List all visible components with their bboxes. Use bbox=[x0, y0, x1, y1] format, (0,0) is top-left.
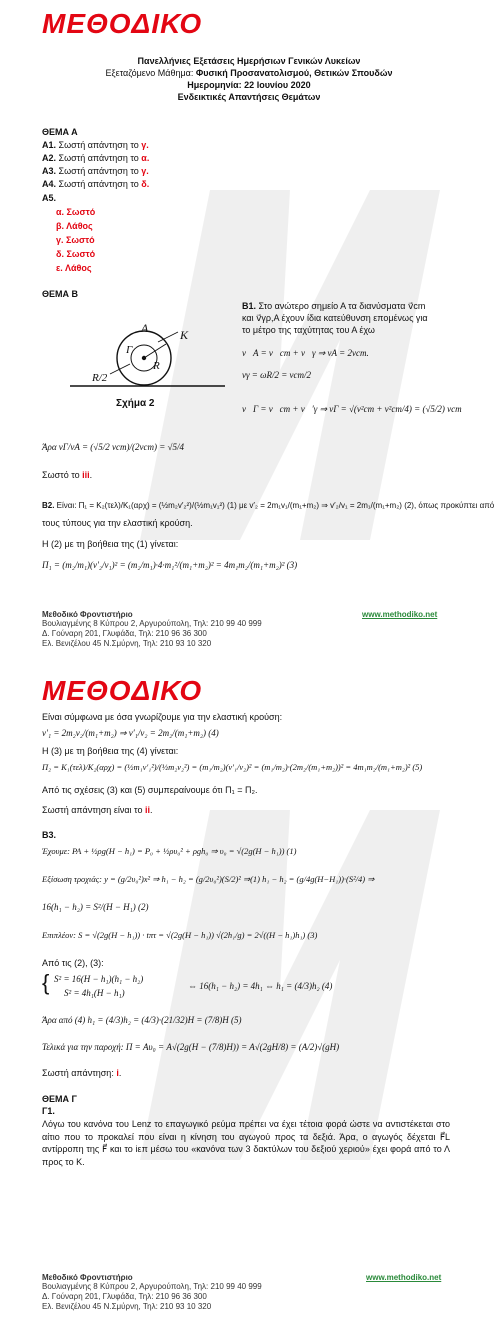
g1-paragraph: Λόγω του κανόνα του Lenz το επαγωγικό ρεύμα πρέπει να έχει τέτοια φορά ώστε να αντιστέκεται στο αίτιο που το προκαλεί που είναι η κίνηση του αγωγού προς τα δεξιά. Άρα, ο αγωγός δέχεται F⃗L αντίρροπη της F⃗ και το iεπ μέσω του «κανόνα των 3 δακτύλων του δεξιού χεριού» έχει φορά από το Λ προς το Κ. bbox=[42, 1119, 450, 1167]
p2-line2: Η (3) με τη βοήθεια της (4) γίνεται: bbox=[42, 746, 179, 756]
footer-website-link[interactable]: www.methodiko.net bbox=[366, 1273, 442, 1282]
theme-b-title: ΘΕΜΑ Β bbox=[42, 289, 78, 299]
methodiko-logo: ΜΕΘΟΔΙΚΟ bbox=[42, 675, 203, 706]
header-date: Ημερομηνία: 22 Ιουνίου 2020 bbox=[187, 80, 311, 90]
eq-ratio: Άρα vΓ/vA = (√5/2 vcm)/(2vcm) = √5/4 bbox=[42, 442, 184, 452]
g1-label: Γ1. bbox=[42, 1106, 55, 1116]
b1-line3: το μέτρο της ταχύτητας του Α έχω bbox=[242, 325, 375, 335]
b2-answer: Σωστή απάντηση είναι το ii. bbox=[42, 805, 153, 815]
a5-item: ε. Λάθος bbox=[56, 263, 92, 273]
theme-a-title: ΘΕΜΑ Α bbox=[42, 127, 78, 137]
eq-system-result: ⇔ 16(h₁ − h₂) = 4h₁ ⇔ h₁ = (4/3)h₂ (4) bbox=[188, 981, 333, 991]
header-title: Πανελλήνιες Εξετάσεις Ημερήσιων Γενικών Λυκείων bbox=[137, 56, 361, 66]
p2-line1: Είναι σύμφωνα με όσα γνωρίζουμε για την ελαστική κρούση: bbox=[42, 712, 283, 722]
header-subject: Εξεταζόμενο Μάθημα: Φυσική Προσανατολισμού, Θετικών Σπουδών bbox=[105, 68, 393, 78]
eq-trajectory: Εξίσωση τροχιάς: y = (g/2υ₀²)x² ⇒ h₁ − h₂ = (g/2υ₀²)(S/2)² ⇒(1) h₁ − h₂ = (g/4g(H−H₁))·(S²/4) ⇒ bbox=[42, 874, 375, 884]
eq-system-2: S² = 4h₁(H − h₁) bbox=[64, 988, 125, 998]
eq-p1: Π₁ = (m₂/m₁)(v′₂/v₁)² = (m₂/m₁)·4·m₁²/(m₁+m₂)² = 4m₁m₂/(m₁+m₂)² (3) bbox=[42, 560, 298, 570]
b2-line1: Β2. Είναι: Π₁ = K₂(τελ)/K₁(αρχ) = (½m₂v′₂²)/(½m₁v₁²) (1) με v′₂ = 2m₁v₁/(m₁+m₂) ⇒ v′₂/v₁ = 2m₁/(m₁+m₂) (2), όπως προκύπτει από bbox=[42, 501, 495, 510]
figure-label-r2: R/2 bbox=[92, 372, 108, 384]
system-brace: { bbox=[42, 970, 50, 995]
eq-v1: v′₁ = 2m₂v₂/(m₁+m₂) ⇒ v′₁/v₂ = 2m₂/(m₁+m₂) (4) bbox=[42, 728, 219, 738]
b2-line3: Η (2) με τη βοήθεια της (1) γίνεται: bbox=[42, 539, 179, 549]
figure-label-a: A bbox=[141, 321, 149, 335]
b2-line2: τους τύπους για την ελαστική κρούση. bbox=[42, 518, 193, 528]
figure-label-gamma: Γ bbox=[126, 344, 133, 356]
eq-system-1: S² = 16(H − h₁)(h₁ − h₂) bbox=[54, 974, 144, 984]
b1-line1: Β1. Στο ανώτερο σημείο Α τα διανύσματα v⃗cm bbox=[242, 301, 426, 311]
theme-g-title: ΘΕΜΑ Γ bbox=[42, 1094, 77, 1104]
footer-address: Ελ. Βενιζέλου 45 Ν.Σμύρνη, Τηλ: 210 93 10 320 bbox=[42, 639, 212, 648]
header-answers: Ενδεικτικές Απαντήσεις Θεμάτων bbox=[177, 92, 321, 102]
p2-line3: Από τις σχέσεις (3) και (5) συμπεραίνουμε ότι Π₁ = Π₂. bbox=[42, 785, 258, 795]
b1-line2: και v⃗γρ,Α έχουν ίδια κατεύθυνση επομένως για bbox=[242, 313, 428, 323]
footer-website-link[interactable]: www.methodiko.net bbox=[362, 610, 438, 619]
footer-address: Ελ. Βενιζέλου 45 Ν.Σμύρνη, Τηλ: 210 93 10 320 bbox=[42, 1302, 212, 1311]
a5-item: γ. Σωστό bbox=[56, 235, 95, 245]
eq-flow: Τελικά για την παροχή: Π = Aυ₀ = A√(2g(H − (7/8)H)) = A√(2gH/8) = (A/2)√(gH) bbox=[42, 1042, 340, 1052]
p2-from-2-3: Από τις (2), (3): bbox=[42, 958, 104, 968]
b1-answer: Σωστό το iii. bbox=[42, 470, 93, 480]
eq-5: Άρα από (4) h₁ = (4/3)h₂ = (4/3)·(21/32)H = (7/8)H (5) bbox=[42, 1015, 242, 1025]
answer-a2: Α2. Σωστή απάντηση το α. bbox=[42, 153, 150, 163]
a5-item: α. Σωστό bbox=[56, 207, 96, 217]
b3-label: Β3. bbox=[42, 830, 57, 840]
figure-caption: Σχήμα 2 bbox=[116, 398, 155, 409]
eq-3: Επιπλέον: S = √(2g(H − h₁)) · tπτ = √(2g(H − h₁)) √(2h₁/g) = 2√((H − h₁)h₁) (3) bbox=[42, 930, 318, 940]
eq-vg: vγ = ωR/2 = vcm/2 bbox=[242, 370, 312, 380]
methodiko-logo: ΜΕΘΟΔΙΚΟ bbox=[42, 8, 203, 39]
answer-a5-label: Α5. bbox=[42, 193, 57, 203]
eq-p2: Π₂ = K₁(τελ)/K₂(αρχ) = (½m₁v′₁²)/(½m₂v₂²) = (m₁/m₂)(v′₁/v₂)² = (m₁/m₂)·(2m₂/(m₁+m₂))² = 4m₁m₂/(m₁+m₂)² (5) bbox=[42, 762, 423, 772]
footer-address: Βουλιαγμένης 8 Κύπρου 2, Αργυρούπολη, Τηλ: 210 99 40 999 bbox=[42, 1282, 262, 1291]
footer-address: Βουλιαγμένης 8 Κύπρου 2, Αργυρούπολη, Τηλ: 210 99 40 999 bbox=[42, 619, 262, 628]
figure-label-k: K bbox=[180, 328, 189, 342]
footer-address: Δ. Γούναρη 201, Γλυφάδα, Τηλ: 210 96 36 300 bbox=[42, 629, 207, 638]
eq-2: 16(h₁ − h₂) = S²/(H − H₁) (2) bbox=[42, 902, 149, 912]
eq-vgamma: v⃗Γ = v⃗cm + v⃗′γ ⇒ vΓ = √(v²cm + v²cm/4) = (√5/2) vcm bbox=[242, 404, 462, 414]
b3-answer: Σωστή απάντηση: i. bbox=[42, 1068, 122, 1078]
eq-va: v⃗A = v⃗cm + v⃗γ ⇒ vA = 2vcm. bbox=[242, 348, 369, 358]
footer-address: Δ. Γούναρη 201, Γλυφάδα, Τηλ: 210 96 36 300 bbox=[42, 1292, 207, 1301]
answer-a4: Α4. Σωστή απάντηση το δ. bbox=[42, 179, 150, 189]
answer-a3: Α3. Σωστή απάντηση το γ. bbox=[42, 166, 149, 176]
a5-item: β. Λάθος bbox=[56, 221, 93, 231]
eq-bernoulli: Έχουμε: PA + ½ρg(H − h₁) = P₀ + ½ρυ₀² + ρgh₀ ⇒ υ₀ = √(2g(H − h₁)) (1) bbox=[42, 846, 297, 856]
page-2 bbox=[0, 670, 498, 1340]
answer-a1: Α1. Σωστή απάντηση το γ. bbox=[42, 140, 149, 150]
footer-name: Μεθοδικό Φροντιστήριο bbox=[42, 610, 133, 619]
footer-name: Μεθοδικό Φροντιστήριο bbox=[42, 1273, 133, 1282]
a5-item: δ. Σωστό bbox=[56, 249, 96, 259]
figure-label-r: R bbox=[153, 360, 160, 372]
